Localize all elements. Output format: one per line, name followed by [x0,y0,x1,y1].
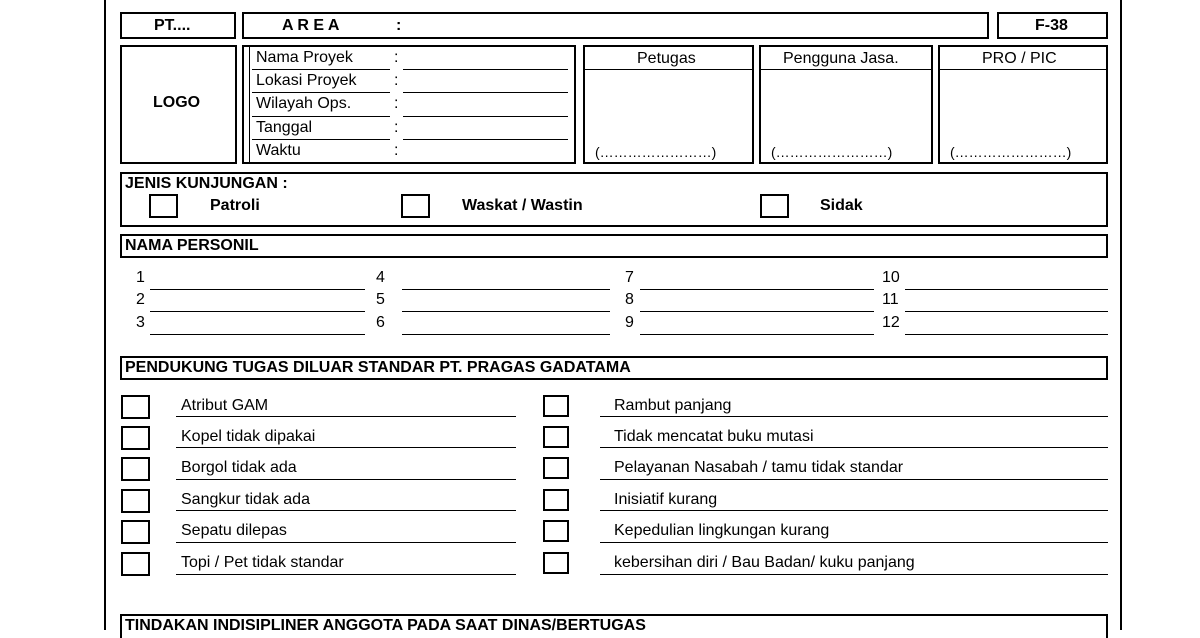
company-box [120,12,236,39]
support-item-line [176,510,516,511]
support-item-line [176,447,516,448]
support-item-label: Inisiatif kurang [614,491,718,508]
personnel-name-line[interactable] [640,289,874,290]
personnel-name-line[interactable] [402,289,610,290]
support-item-line [600,447,1108,448]
support-item-label: Pelayanan Nasabah / tamu tidak standar [614,459,904,476]
field-underline [252,116,390,117]
field-colon: : [394,72,399,89]
support-checkbox[interactable] [543,457,569,479]
personnel-heading: NAMA PERSONIL [125,237,259,254]
support-checkbox[interactable] [543,426,569,448]
support-checkbox[interactable] [121,457,150,481]
signature-box-pro-pic[interactable] [938,45,1108,164]
personnel-number: 4 [376,269,385,286]
signature-name-placeholder: (……………………) [595,144,717,160]
field-colon: : [394,95,399,112]
personnel-number: 1 [136,269,145,286]
field-underline [252,92,390,93]
support-item-label: Sepatu dilepas [181,522,287,539]
personnel-name-line[interactable] [905,289,1108,290]
support-item-label: Topi / Pet tidak standar [181,554,344,571]
support-checkbox[interactable] [543,520,569,542]
personnel-name-line[interactable] [905,311,1108,312]
support-item-line [600,416,1108,417]
personnel-name-line[interactable] [905,334,1108,335]
field-input-wilayah-ops[interactable] [403,116,568,117]
project-info-divider [249,47,250,162]
field-colon: : [394,49,399,66]
personnel-number: 5 [376,291,385,308]
support-item-line [600,479,1108,480]
support-item-label: Rambut panjang [614,397,732,414]
support-heading-box [120,356,1108,380]
visit-option-sidak: Sidak [820,197,863,214]
page-border-left [104,0,106,630]
personnel-number: 2 [136,291,145,308]
support-item-line [176,542,516,543]
field-underline [252,69,390,70]
personnel-name-line[interactable] [150,311,365,312]
support-checkbox[interactable] [543,395,569,417]
form-code: F-38 [1035,17,1068,34]
field-label-tanggal: Tanggal [256,119,313,136]
signature-box-petugas[interactable] [583,45,754,164]
support-item-line [176,416,516,417]
visit-type-section [120,172,1108,227]
support-item-label: Kepedulian lingkungan kurang [614,522,830,539]
field-label-waktu: Waktu [256,142,301,159]
personnel-heading-box [120,234,1108,258]
support-checkbox[interactable] [121,395,150,419]
support-checkbox[interactable] [543,552,569,574]
support-item-label: Tidak mencatat buku mutasi [614,428,814,445]
visit-checkbox-patroli[interactable] [149,194,178,218]
area-colon: : [396,17,402,34]
support-item-line [176,574,516,575]
visit-option-patroli: Patroli [210,197,260,214]
support-item-line [176,479,516,480]
area-box[interactable] [242,12,989,39]
support-checkbox[interactable] [121,552,150,576]
field-underline [252,139,390,140]
field-input-tanggal[interactable] [403,139,568,140]
signature-name-placeholder: (……………………) [771,144,893,160]
support-item-line [600,542,1108,543]
personnel-number: 10 [882,269,900,286]
logo-box [120,45,237,164]
discipline-heading: TINDAKAN INDISIPLINER ANGGOTA PADA SAAT DINAS/BERTUGAS [125,617,646,634]
personnel-number: 8 [625,291,634,308]
personnel-number: 3 [136,314,145,331]
signature-title: Pengguna Jasa. [783,50,899,67]
visit-type-heading: JENIS KUNJUNGAN : [125,175,288,192]
personnel-number: 11 [882,291,899,308]
area-label: A R E A [282,17,340,34]
support-item-label: Sangkur tidak ada [181,491,310,508]
support-checkbox[interactable] [121,489,150,513]
personnel-name-line[interactable] [640,334,874,335]
personnel-number: 12 [882,314,900,331]
discipline-heading-box [120,614,1108,638]
signature-header-line [940,69,1106,70]
page-border-right [1120,0,1122,630]
signature-name-placeholder: (……………………) [950,144,1072,160]
visit-checkbox-sidak[interactable] [760,194,789,218]
personnel-name-line[interactable] [640,311,874,312]
support-checkbox[interactable] [121,520,150,544]
signature-box-pengguna-jasa[interactable] [759,45,933,164]
support-item-label: Borgol tidak ada [181,459,297,476]
personnel-number: 7 [625,269,634,286]
signature-header-line [585,69,752,70]
personnel-name-line[interactable] [402,311,610,312]
personnel-number: 9 [625,314,634,331]
personnel-number: 6 [376,314,385,331]
field-label-lokasi-proyek: Lokasi Proyek [256,72,357,89]
field-input-lokasi-proyek[interactable] [403,92,568,93]
field-colon: : [394,119,399,136]
support-heading: PENDUKUNG TUGAS DILUAR STANDAR PT. PRAGAS GADATAMA [125,359,631,376]
support-item-label: Kopel tidak dipakai [181,428,316,445]
support-checkbox[interactable] [121,426,150,450]
form-code-box [997,12,1108,39]
signature-title: PRO / PIC [982,50,1057,67]
signature-header-line [761,69,931,70]
field-label-nama-proyek: Nama Proyek [256,49,353,66]
field-input-nama-proyek[interactable] [403,69,568,70]
logo-placeholder: LOGO [153,94,201,111]
company-name: PT.... [154,17,191,34]
visit-checkbox-waskat[interactable] [401,194,430,218]
personnel-name-line[interactable] [402,334,610,335]
personnel-name-line[interactable] [150,289,365,290]
support-item-label: kebersihan diri / Bau Badan/ kuku panjang [614,554,915,571]
support-checkbox[interactable] [543,489,569,511]
support-item-line [600,574,1108,575]
field-colon: : [394,142,399,159]
visit-option-waskat: Waskat / Wastin [462,197,583,214]
personnel-name-line[interactable] [150,334,365,335]
field-label-wilayah-ops: Wilayah Ops. [256,95,352,112]
signature-title: Petugas [637,50,696,67]
support-item-line [600,510,1108,511]
support-item-label: Atribut GAM [181,397,269,414]
